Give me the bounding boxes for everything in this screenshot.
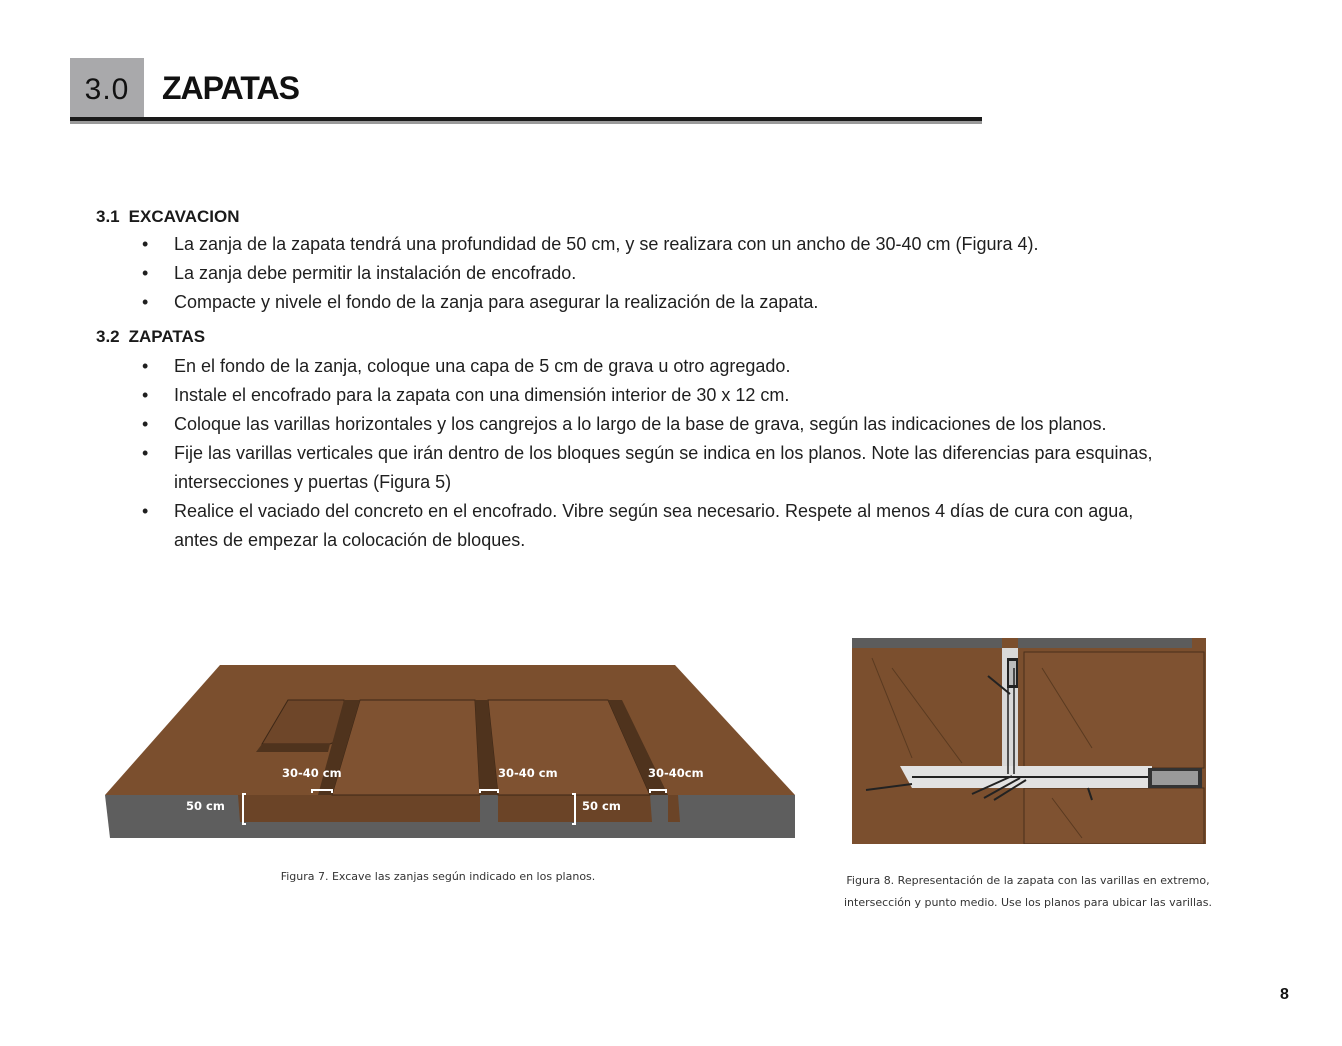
ground-surface-strip <box>1018 638 1192 648</box>
list-item <box>138 230 1178 259</box>
chapter-number: 3.0 <box>70 58 144 118</box>
depth-label-right: 50 cm <box>582 799 621 813</box>
list-item-text: La zanja debe permitir la instalación de encofrado. <box>174 263 577 283</box>
header-rule-shadow <box>70 121 982 124</box>
trench-face <box>238 795 332 822</box>
trench-face <box>332 795 480 822</box>
bullet-marker: • <box>142 263 149 283</box>
list-item <box>138 288 1178 317</box>
bullet-marker: • <box>142 501 149 521</box>
caption-line: Figura 8. Representación de la zapata con las varillas en extremo, <box>846 874 1210 887</box>
bullet-marker: • <box>142 385 149 405</box>
bullet-marker: • <box>142 356 149 376</box>
page-number: 8 <box>1280 986 1289 1003</box>
figure-7-trench-illustration <box>100 660 800 845</box>
section-heading-zapatas <box>96 327 205 347</box>
soil-block <box>1024 788 1204 844</box>
caption-line: intersección y punto medio. Use los planos para ubicar las varillas. <box>843 896 1212 909</box>
width-label-2: 30-40 cm <box>498 766 558 780</box>
bullet-marker: • <box>142 414 149 434</box>
width-label-3: 30-40cm <box>648 766 704 780</box>
section-title: ZAPATAS <box>128 327 206 346</box>
list-item-text: Realice el vaciado del concreto en el encofrado. Vibre según sea necesario. Respete al menos 4 días de cura con agua, antes de empezar la colocación de bloques. <box>174 501 1134 550</box>
list-item <box>138 497 1178 555</box>
gravel-fill <box>1152 771 1198 785</box>
figure-7-caption: Figura 7. Excave las zanjas según indicado en los planos. <box>280 870 596 883</box>
depth-label-left: 50 cm <box>186 799 225 813</box>
trench-face <box>668 795 680 822</box>
list-item <box>138 259 1178 288</box>
list-item <box>138 439 1178 497</box>
figure-8-caption <box>760 870 1296 914</box>
section-number: 3.1 <box>96 207 120 226</box>
list-item <box>138 381 1178 410</box>
list-item-text: Compacte y nivele el fondo de la zanja para asegurar la realización de la zapata. <box>174 292 819 312</box>
chapter-title: ZAPATAS <box>162 70 299 106</box>
bullet-marker: • <box>142 292 149 312</box>
list-item <box>138 352 1178 381</box>
bullet-marker: • <box>142 443 149 463</box>
gravel-fill <box>1009 661 1016 685</box>
width-label-1: 30-40 cm <box>282 766 342 780</box>
section-heading-excavacion <box>96 207 239 227</box>
excavacion-bullet-list <box>138 230 1178 317</box>
list-item-text: Coloque las varillas horizontales y los cangrejos a lo largo de la base de grava, según las indicaciones de los planos. <box>174 414 1107 434</box>
figure-8-footing-illustration <box>852 638 1206 844</box>
zapatas-bullet-list <box>138 352 1178 555</box>
section-title: EXCAVACION <box>128 207 240 226</box>
list-item <box>138 410 1178 439</box>
trench-channel <box>256 744 330 752</box>
soil-block <box>1024 652 1204 768</box>
ground-surface-strip <box>852 638 1002 648</box>
bullet-marker: • <box>142 234 149 254</box>
list-item-text: Instale el encofrado para la zapata con una dimensión interior de 30 x 12 cm. <box>174 385 790 405</box>
section-number: 3.2 <box>96 327 120 346</box>
list-item-text: Fije las varillas verticales que irán dentro de los bloques según se indica en los planos. Note las diferencias para esquinas, intersecciones y puertas (Figura 5) <box>174 443 1153 492</box>
list-item-text: La zanja de la zapata tendrá una profundidad de 50 cm, y se realizara con un ancho de 30-40 cm (Figura 4). <box>174 234 1039 254</box>
list-item-text: En el fondo de la zanja, coloque una capa de 5 cm de grava u otro agregado. <box>174 356 791 376</box>
